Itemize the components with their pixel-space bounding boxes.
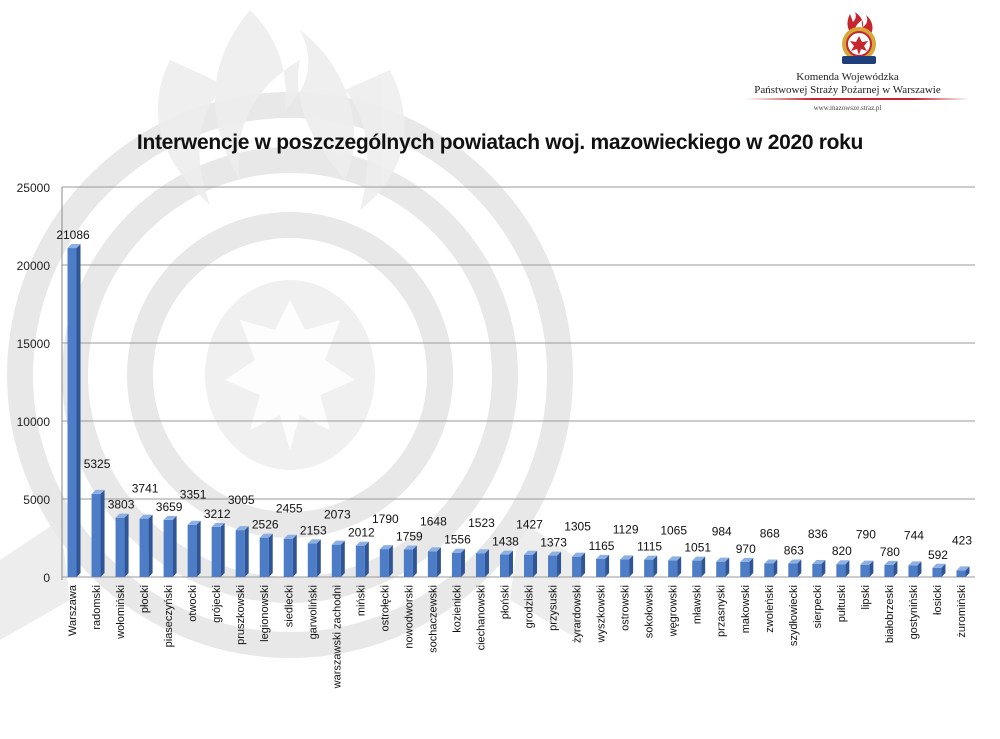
data-label: 1373 [540,535,567,550]
x-tick-label: grodziski [523,585,536,629]
bar [380,545,393,577]
x-tick-label: Warszawa [67,585,80,636]
x-tick-label: pułtuski [835,585,848,623]
x-tick-label: płocki [139,585,152,614]
x-tick-label: węgrowski [667,585,680,637]
x-tick-label: mławski [691,585,704,625]
bar [476,549,489,577]
org-url: www.mazowsze.straz.pl [813,104,882,112]
bar [236,526,249,577]
data-label: 1129 [612,522,639,537]
data-label: 970 [735,541,756,556]
bar [524,551,537,577]
data-label: 1165 [588,538,615,553]
data-label: 3741 [131,481,159,496]
x-tick-label: przysuski [547,585,560,631]
bar [116,514,129,577]
data-label: 2526 [251,517,279,532]
bar [428,547,441,577]
y-tick-label: 10000 [16,415,50,429]
bar [404,546,417,577]
chart-title: Interwencje w poszczególnych powiatach woj. mazowieckiego w 2020 roku [136,131,864,154]
bar [92,490,105,577]
bar [620,555,633,577]
data-label: 1427 [516,517,543,532]
org-name-line-2: Państwowej Straży Pożarnej w Warszawie [754,84,941,96]
data-label: 984 [711,524,732,539]
bar [188,521,201,577]
data-label: 1305 [564,519,591,534]
bar [332,541,345,577]
x-tick-label: płoński [499,585,512,620]
x-tick-label: pruszkowski [235,585,248,645]
data-label: 820 [831,544,852,559]
bar [140,515,153,577]
bar [572,553,585,577]
x-tick-label: białobrzeski [883,585,896,644]
bar [452,549,465,577]
bar [836,560,849,577]
x-tick-label: wyszkowski [595,585,608,643]
data-label: 1115 [637,539,663,554]
data-label: 3212 [203,506,231,521]
data-label: 1790 [372,512,399,527]
bar [212,523,225,577]
data-label: 1523 [468,516,495,531]
x-tick-label: nowodworski [403,585,416,649]
data-label: 592 [927,547,948,562]
data-label: 2455 [275,501,303,516]
x-tick-label: łosicki [931,585,944,615]
y-tick-label: 20000 [16,259,50,273]
bar [548,552,561,577]
data-label: 744 [903,528,924,543]
data-label: 3803 [107,497,135,512]
x-tick-label: wołomiński [115,585,128,639]
x-tick-label: grójecki [211,585,224,623]
bar [716,558,729,577]
bar [644,556,657,577]
data-label: 863 [783,543,804,558]
y-tick-label: 5000 [23,493,50,507]
x-tick-label: garwoliński [307,585,320,640]
bar [284,535,297,577]
data-label: 3659 [155,499,183,514]
x-tick-label: ciechanowski [475,585,488,651]
x-tick-label: żyrardowski [571,585,584,644]
bar [260,534,273,577]
x-tick-label: otwocki [187,585,200,622]
bar [860,561,873,577]
x-tick-label: sochaczewski [427,585,440,653]
data-label: 1759 [396,529,423,544]
x-tick-label: miński [355,585,368,617]
x-tick-label: szydłowiecki [787,585,800,647]
x-tick-label: sokołowski [643,585,656,639]
x-tick-label: ostrołęcki [379,585,392,632]
x-tick-label: warszawski zachodni [331,585,344,689]
x-tick-label: przasnyski [715,585,728,637]
x-tick-label: gostyniński [907,585,920,640]
bar [740,558,753,577]
x-tick-label: legionowski [259,585,272,642]
bar [596,555,609,577]
bar [356,542,369,577]
bar [500,551,513,577]
x-tick-label: siedlecki [283,585,296,628]
data-label: 1438 [492,534,519,549]
data-label: 2073 [323,507,351,522]
x-tick-label: makowski [739,585,752,634]
bar [884,561,897,577]
bar [932,564,945,577]
x-tick-label: radomski [91,585,104,630]
bar [788,560,801,577]
bar [308,539,321,577]
data-label: 1051 [684,540,712,555]
x-tick-label: żuromiński [955,585,968,638]
bar [908,561,921,577]
x-tick-label: kozienicki [451,585,464,633]
bar [692,557,705,577]
data-label: 3351 [179,487,207,502]
y-tick-label: 25000 [16,181,50,195]
data-label: 2153 [299,523,327,538]
org-name-line-1: Komenda Wojewódzka [796,71,899,83]
data-label: 790 [855,527,876,542]
data-label: 780 [879,544,900,559]
y-tick-label: 0 [43,571,50,585]
data-label: 3005 [227,493,255,508]
bar [956,566,969,577]
data-label: 1065 [660,523,688,538]
data-label: 2012 [347,525,375,540]
x-tick-label: ostrowski [619,585,632,631]
data-label: 423 [951,533,973,548]
x-tick-label: sierpecki [811,585,824,629]
bar [764,559,777,577]
x-tick-label: piaseczyński [163,585,176,648]
data-label: 836 [807,526,828,541]
y-tick-label: 15000 [16,337,50,351]
x-tick-label: zwoleński [763,585,776,633]
data-label: 5325 [83,456,111,471]
data-label: 1648 [420,514,447,529]
bar [668,556,681,577]
data-label: 1556 [444,532,471,547]
bar [812,560,825,577]
data-label: 868 [759,526,780,541]
data-label: 21086 [56,228,90,243]
x-tick-label: lipski [859,585,872,610]
bar [68,244,81,577]
bar [164,516,177,577]
